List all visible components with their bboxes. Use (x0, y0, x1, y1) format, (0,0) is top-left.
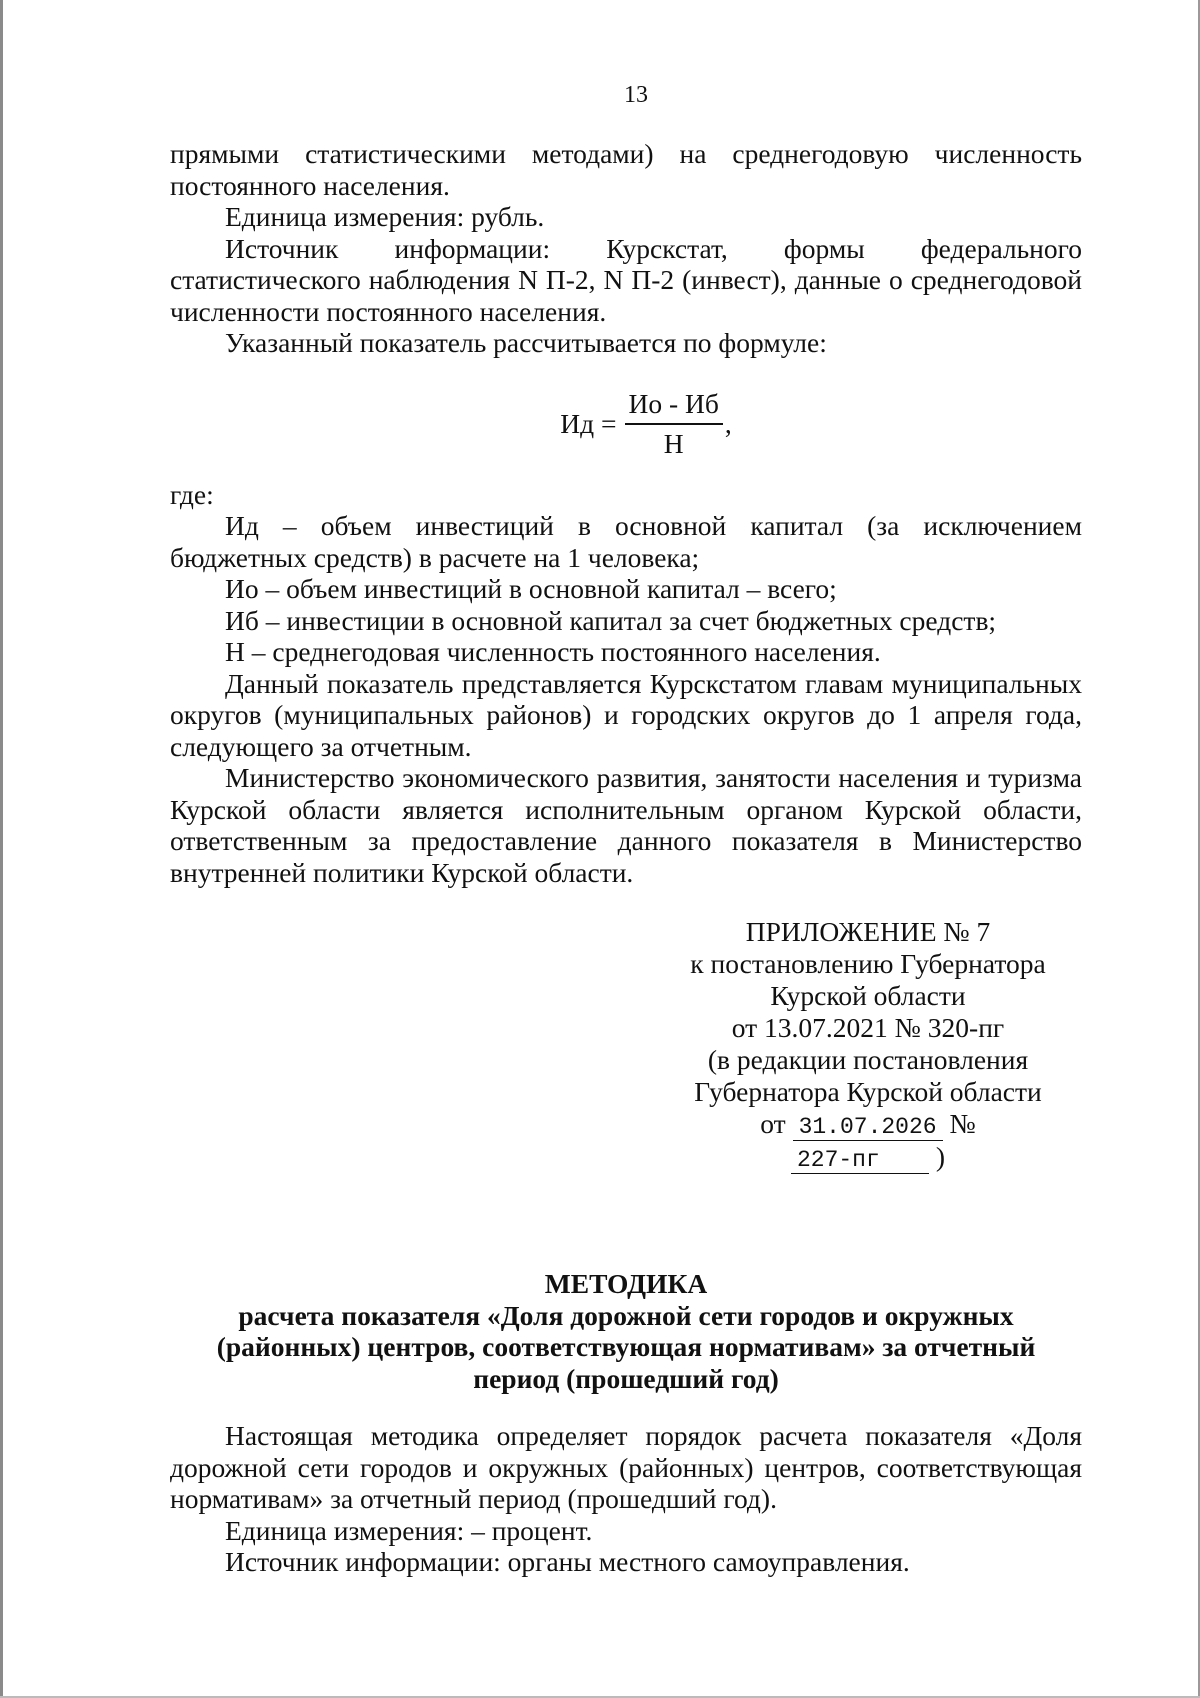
appendix-block (688, 916, 1048, 1174)
appendix-line-edition: (в редакции постановления (707, 1044, 1029, 1075)
methodology-unit: Единица измерения: – процент. (225, 1514, 593, 1546)
formula-numerator: Ио - Иб (625, 387, 723, 425)
paragraph-ministry: Министерство экономического развития, занятости населения и туризма Курской области является исполнительным органом Курской области, ответственным за предоставление данного показателя в Министерство внутренней политики Курской области. (170, 762, 1082, 888)
methodology-title: МЕТОДИКА (544, 1268, 708, 1299)
paragraph-formula-intro: Указанный показатель рассчитывается по формуле: (225, 327, 827, 358)
revision-number: 227-пг (791, 1147, 929, 1174)
paragraph-where: где: (170, 478, 214, 510)
appendix-line-decree: к постановлению Губернатора (690, 948, 1046, 979)
paragraph-continuation: прямыми статистическими методами) на среднегодовую численность постоянного населения. (170, 138, 1082, 201)
revision-date: 31.07.2026 (793, 1114, 943, 1141)
methodology-intro: Настоящая методика определяет порядок расчета показателя «Доля дорожной сети городов и окружных (районных) центров, соответствующая нормативам» за отчетный период (прошедший год). (170, 1420, 1082, 1514)
scan-edge-left (0, 0, 3, 1698)
revision-prefix: от (760, 1108, 786, 1139)
paragraph-unit: Единица измерения: рубль. (225, 201, 545, 232)
formula-comma: , (724, 407, 732, 439)
page-number: 13 (624, 82, 648, 108)
formula-lhs: Ид = (560, 407, 617, 439)
document-page (170, 80, 1082, 1578)
formula-denominator: Н (663, 427, 684, 459)
revision-number-sign: № (949, 1108, 976, 1139)
formula-fraction (625, 387, 723, 461)
appendix-line-revision (688, 1108, 1048, 1174)
methodology-subtitle: расчета показателя «Доля дорожной сети городов и окружных (районных) центров, соответствующая нормативам» за отчетный период (прошедший год) (216, 1299, 1036, 1394)
appendix-line-date: от 13.07.2021 № 320-пг (731, 1012, 1005, 1043)
revision-close: ) (935, 1141, 946, 1172)
appendix-line-governor: Губернатора Курской области (694, 1076, 1042, 1107)
definition-ib: Иб – инвестиции в основной капитал за счет бюджетных средств; (225, 604, 997, 636)
definition-id: Ид – объем инвестиций в основной капитал (за исключением бюджетных средств) в расчете на 1 человека; (170, 510, 1082, 573)
paragraph-source: Источник информации: Курскстат, формы федерального статистического наблюдения N П-2, N П-2 (инвест), данные о среднегодовой численности постоянного населения. (170, 232, 1082, 327)
methodology-source: Источник информации: органы местного самоуправления. (225, 1546, 910, 1577)
definition-io: Ио – объем инвестиций в основной капитал – всего; (225, 573, 837, 604)
definition-n: Н – среднегодовая численность постоянного населения. (225, 636, 881, 667)
appendix-heading: ПРИЛОЖЕНИЕ № 7 (745, 916, 991, 947)
appendix-line-region: Курской области (770, 980, 966, 1011)
paragraph-provider: Данный показатель представляется Курскстатом главам муниципальных округов (муниципальных районов) и городских округов до 1 апреля года, следующего за отчетным. (170, 667, 1082, 762)
formula (170, 379, 1082, 469)
